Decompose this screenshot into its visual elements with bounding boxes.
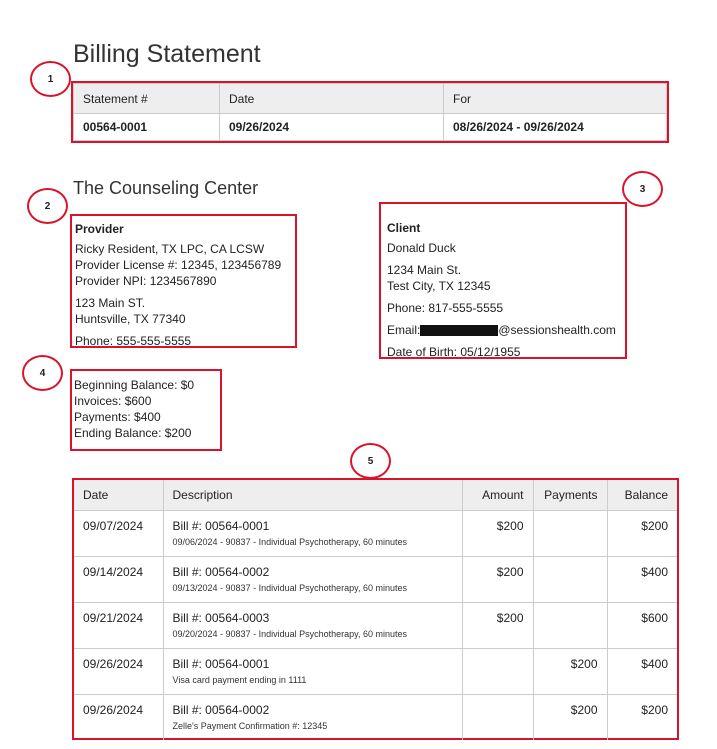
payments-total: Payments: $400 <box>74 410 161 424</box>
row-payment: $200 <box>533 694 607 740</box>
row-note: 09/06/2024 - 90837 - Individual Psychotherapy, 60 minutes <box>172 536 407 547</box>
table-row <box>74 602 677 648</box>
table-row <box>74 556 677 602</box>
redacted-block <box>420 325 498 336</box>
row-balance: $600 <box>607 602 677 648</box>
col-description-header: Description <box>163 480 462 510</box>
row-date: 09/07/2024 <box>74 510 163 556</box>
row-balance: $400 <box>607 648 677 694</box>
row-amount <box>462 648 533 694</box>
col-amount-header: Amount <box>462 480 533 510</box>
statement-number-header: Statement # <box>74 84 220 114</box>
balance-summary <box>70 369 222 451</box>
provider-address-line1: 123 Main ST. <box>75 296 146 310</box>
row-date: 09/26/2024 <box>74 694 163 740</box>
row-balance: $200 <box>641 702 668 717</box>
bill-number: Bill #: 00564-0002 <box>172 702 270 717</box>
row-note: 09/13/2024 - 90837 - Individual Psychotherapy, 60 minutes <box>172 582 407 593</box>
col-payments-header: Payments <box>533 480 607 510</box>
client-email-domain: @sessionshealth.com <box>498 323 616 337</box>
annotation-marker-4: 4 <box>22 355 63 391</box>
bill-number: Bill #: 00564-0001 <box>172 656 270 671</box>
client-address-line1: 1234 Main St. <box>387 263 462 277</box>
row-payment <box>533 602 607 648</box>
statement-date-header: Date <box>220 84 444 114</box>
bill-number: Bill #: 00564-0001 <box>172 518 270 533</box>
provider-npi: Provider NPI: 1234567890 <box>75 274 217 288</box>
row-balance: $400 <box>607 556 677 602</box>
row-amount: $200 <box>462 510 533 556</box>
statement-period: 08/26/2024 - 09/26/2024 <box>444 114 667 141</box>
table-row <box>74 510 677 556</box>
row-date: 09/14/2024 <box>74 556 163 602</box>
client-name: Donald Duck <box>387 241 456 255</box>
row-payment: $200 <box>533 648 607 694</box>
client-phone: Phone: 817-555-5555 <box>387 301 504 315</box>
row-description <box>163 648 462 694</box>
row-amount <box>462 694 533 740</box>
col-balance-header: Balance <box>607 480 677 510</box>
client-info <box>379 202 627 359</box>
ending-balance: Ending Balance: $200 <box>74 426 192 440</box>
annotation-marker-2: 2 <box>27 188 68 224</box>
client-email-label: Email: <box>387 323 421 337</box>
statement-period-header: For <box>444 84 667 114</box>
invoices-total: Invoices: $600 <box>74 394 152 408</box>
col-date-header: Date <box>74 480 163 510</box>
provider-license: Provider License #: 12345, 123456789 <box>75 258 282 272</box>
row-description <box>163 556 462 602</box>
row-payment <box>533 510 607 556</box>
statement-summary-table <box>71 81 669 143</box>
bill-number: Bill #: 00564-0002 <box>172 564 270 579</box>
provider-address-line2: Huntsville, TX 77340 <box>75 312 186 326</box>
row-amount: $200 <box>462 556 533 602</box>
row-balance: $200 <box>607 510 677 556</box>
row-amount: $200 <box>462 602 533 648</box>
client-address-line2: Test City, TX 12345 <box>387 279 491 293</box>
provider-name: Ricky Resident, TX LPC, CA LCSW <box>75 242 265 256</box>
provider-info <box>70 214 297 348</box>
row-note: 09/20/2024 - 90837 - Individual Psychotherapy, 60 minutes <box>172 628 407 639</box>
annotation-marker-5: 5 <box>350 443 391 479</box>
annotation-marker-3: 3 <box>622 171 663 207</box>
client-dob: Date of Birth: 05/12/1955 <box>387 345 521 359</box>
row-date: 09/26/2024 <box>74 648 163 694</box>
provider-phone: Phone: 555-555-5555 <box>75 334 192 348</box>
client-heading: Client <box>387 221 421 235</box>
row-note: Zelle's Payment Confirmation #: 12345 <box>172 720 328 731</box>
practice-name: The Counseling Center <box>73 178 259 198</box>
row-description <box>163 602 462 648</box>
bill-number: Bill #: 00564-0003 <box>172 610 270 625</box>
row-note: Visa card payment ending in 1111 <box>172 674 307 685</box>
row-description <box>163 510 462 556</box>
page-title: Billing Statement <box>73 40 261 68</box>
client-email <box>387 322 619 338</box>
provider-heading: Provider <box>75 222 124 236</box>
row-payment <box>533 556 607 602</box>
row-date: 09/21/2024 <box>74 602 163 648</box>
annotation-marker-1: 1 <box>30 61 71 97</box>
transactions-table <box>72 478 679 740</box>
statement-date: 09/26/2024 <box>220 114 444 141</box>
statement-number: 00564-0001 <box>74 114 220 141</box>
table-row <box>74 694 677 740</box>
beginning-balance: Beginning Balance: $0 <box>74 378 195 392</box>
row-description <box>163 694 462 740</box>
table-row <box>74 648 677 694</box>
